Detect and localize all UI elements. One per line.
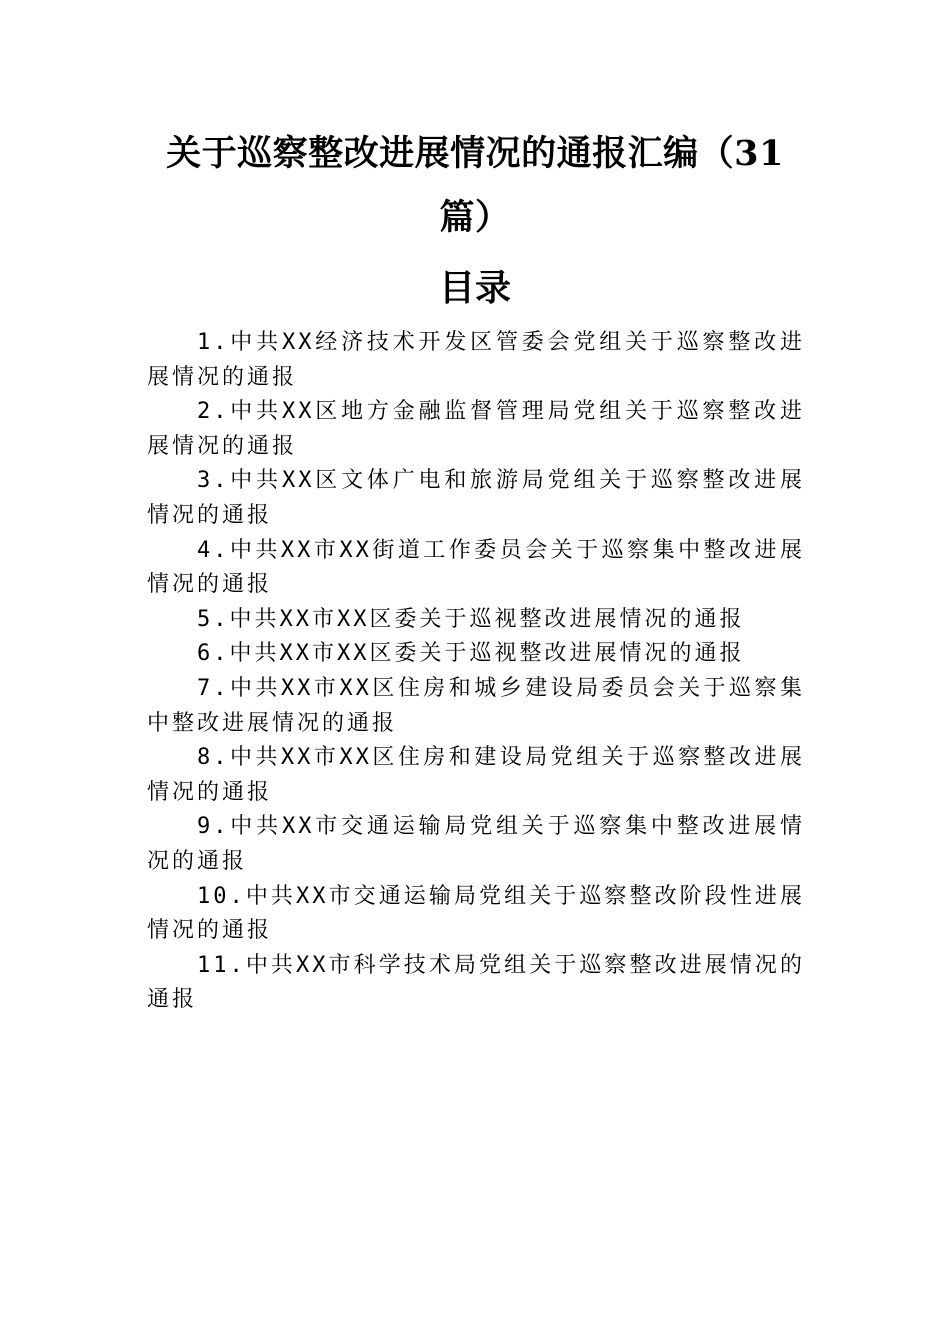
toc-heading: 目录 — [438, 267, 511, 309]
toc-item: 4.中共XX市XX街道工作委员会关于巡察集中整改进展情况的通报 — [147, 537, 805, 598]
toc-item: 1.中共XX经济技术开发区管委会党组关于巡察整改进展情况的通报 — [147, 330, 805, 390]
toc-item: 8.中共XX市XX区住房和建设局党组关于巡察整改进展情况的通报 — [147, 745, 805, 805]
toc-item: 2.中共XX区地方金融监督管理局党组关于巡察整改进展情况的通报 — [147, 399, 805, 459]
toc-item: 11.中共XX市科学技术局党组关于巡察整改进展情况的通报 — [147, 952, 805, 1013]
toc-item: 5.中共XX市XX区委关于巡视整改进展情况的通报 — [197, 606, 745, 632]
toc-item: 6.中共XX市XX区委关于巡视整改进展情况的通报 — [197, 641, 745, 667]
toc-item: 10.中共XX市交通运输局党组关于巡察整改阶段性进展情况的通报 — [147, 883, 805, 944]
document-title: 关于巡察整改进展情况的通报汇编（31篇） — [166, 133, 784, 238]
toc-item: 3.中共XX区文体广电和旅游局党组关于巡察整改进展情况的通报 — [147, 468, 805, 528]
toc-item: 9.中共XX市交通运输局党组关于巡察集中整改进展情况的通报 — [147, 814, 805, 874]
toc-item: 7.中共XX市XX区住房和城乡建设局委员会关于巡察集中整改进展情况的通报 — [147, 675, 805, 736]
table-of-contents — [147, 326, 805, 1018]
